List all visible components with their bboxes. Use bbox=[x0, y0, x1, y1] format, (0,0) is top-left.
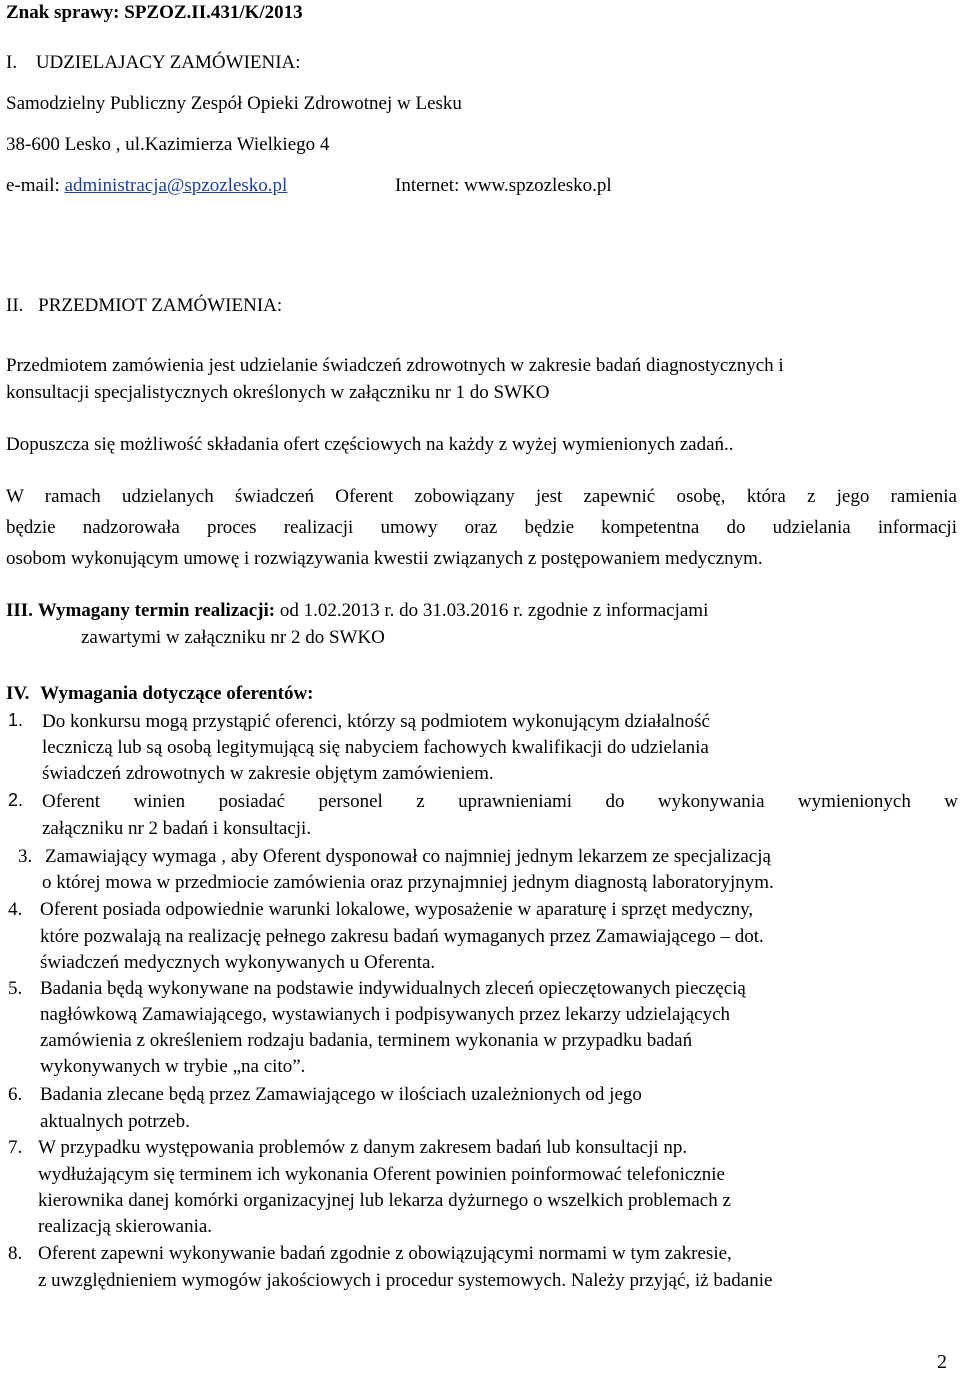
item-3-line-2: o której mowa w przedmiocie zamówienia oraz przynajmniej jednym diagnostą laboratoryjnym. bbox=[42, 872, 774, 893]
item-3-line-1: Zamawiający wymaga , aby Oferent dysponował co najmniej jednym lekarzem ze specjalizacją bbox=[45, 846, 771, 867]
item-1-line-3: świadczeń zdrowotnych w zakresie objętym zamówieniem. bbox=[42, 763, 494, 784]
item-5-line-1: Badania będą wykonywane na podstawie indywidualnych zleceń opieczętowanych pieczęcią bbox=[40, 978, 746, 999]
section-2-heading: II. PRZEDMIOT ZAMÓWIENIA: bbox=[6, 295, 283, 316]
item-5-line-3: zamówienia z określeniem rodzaju badania, terminem wykonania w przypadku badań bbox=[40, 1030, 693, 1051]
item-8-line-1: Oferent zapewni wykonywanie badań zgodnie z obowiązującymi normami w tym zakresie, bbox=[38, 1243, 732, 1264]
item-2-line-1: Oferent winien posiadać personel z uprawnieniami do wykonywania wymienionych w bbox=[42, 791, 958, 812]
orderer-name: Samodzielny Publiczny Zespół Opieki Zdrowotnej w Lesku bbox=[6, 93, 462, 114]
item-4-line-3: świadczeń medycznych wykonywanych u Oferenta. bbox=[40, 952, 436, 973]
item-8-number: 8. bbox=[8, 1243, 23, 1264]
internet-address: Internet: www.spzozlesko.pl bbox=[395, 175, 612, 196]
orderer-contact: e-mail: administracja@spzozlesko.pl bbox=[6, 175, 288, 196]
section-4-heading: IV. Wymagania dotyczące oferentów: bbox=[6, 683, 314, 704]
email-link[interactable]: administracja@spzozlesko.pl bbox=[64, 175, 288, 196]
item-7-line-4: realizacją skierowania. bbox=[38, 1216, 213, 1237]
item-6-line-1: Badania zlecane będą przez Zamawiającego w ilościach uzależnionych od jego bbox=[40, 1084, 642, 1105]
subject-paragraph-line-1: Przedmiotem zamówienia jest udzielanie świadczeń zdrowotnych w zakresie badań diagnostycznych i bbox=[6, 355, 784, 376]
section-1-heading: I. UDZIELAJACY ZAMÓWIENIA: bbox=[6, 52, 301, 73]
case-number: Znak sprawy: SPZOZ.II.431/K/2013 bbox=[6, 2, 303, 23]
item-5-line-2: nagłówkową Zamawiającego, wystawianych i podpisywanych przez lekarzy udzielających bbox=[40, 1004, 731, 1025]
item-4-line-1: Oferent posiada odpowiednie warunki lokalowe, wyposażenie w aparaturę i sprzęt medyczny, bbox=[40, 899, 754, 920]
item-7-line-1: W przypadku występowania problemów z danym zakresem badań lub konsultacji np. bbox=[38, 1137, 688, 1158]
item-6-line-2: aktualnych potrzeb. bbox=[40, 1111, 190, 1132]
item-2-line-2: załączniku nr 2 badań i konsultacji. bbox=[42, 818, 312, 839]
item-5-line-4: wykonywanych w trybie „na cito”. bbox=[40, 1056, 306, 1077]
item-1-number: 1. bbox=[8, 710, 24, 730]
page-number: 2 bbox=[937, 1351, 947, 1373]
item-4-line-2: które pozwalają na realizację pełnego zakresu badań wymaganych przez Zamawiającego – dot. bbox=[40, 926, 764, 947]
section-3-line-2: zawartymi w załączniku nr 2 do SWKO bbox=[81, 627, 385, 648]
item-7-line-3: kierownika danej komórki organizacyjnej lub lekarza dyżurnego o wszelkich problemach z bbox=[38, 1190, 731, 1211]
item-7-number: 7. bbox=[8, 1137, 23, 1158]
item-7-line-2: wydłużającym się terminem ich wykonania Oferent powinien poinformować telefonicznie bbox=[38, 1164, 725, 1185]
item-1-line-1: Do konkursu mogą przystąpić oferenci, którzy są podmiotem wykonującym działalność bbox=[42, 711, 710, 732]
item-4-number: 4. bbox=[8, 899, 23, 920]
partial-offers-paragraph: Dopuszcza się możliwość składania ofert częściowych na każdy z wyżej wymienionych zadań.. bbox=[6, 434, 734, 455]
item-6-number: 6. bbox=[8, 1084, 23, 1105]
supervisor-paragraph-line-3: osobom wykonującym umowę i rozwiązywania kwestii związanych z postępowaniem medycznym. bbox=[6, 548, 763, 569]
supervisor-paragraph-line-2: będzie nadzorowała proces realizacji umowy oraz będzie kompetentna do udzielania informacji bbox=[6, 517, 957, 538]
item-2-number: 2. bbox=[8, 790, 24, 810]
section-3-heading: III. Wymagany termin realizacji: od 1.02.2013 r. do 31.03.2016 r. zgodnie z informacjami bbox=[6, 600, 709, 621]
subject-paragraph-line-2: konsultacji specjalistycznych określonych w załączniku nr 1 do SWKO bbox=[6, 382, 550, 403]
item-8-line-2: z uwzględnieniem wymogów jakościowych i procedur systemowych. Należy przyjąć, iż badanie bbox=[38, 1270, 773, 1291]
item-3-number: 3. bbox=[18, 846, 33, 867]
orderer-address: 38-600 Lesko , ul.Kazimierza Wielkiego 4 bbox=[6, 134, 330, 155]
item-1-line-2: leczniczą lub są osobą legitymującą się nabyciem fachowych kwalifikacji do udzielania bbox=[42, 737, 709, 758]
item-5-number: 5. bbox=[8, 978, 23, 999]
supervisor-paragraph-line-1: W ramach udzielanych świadczeń Oferent zobowiązany jest zapewnić osobę, która z jego ramienia bbox=[6, 486, 957, 507]
